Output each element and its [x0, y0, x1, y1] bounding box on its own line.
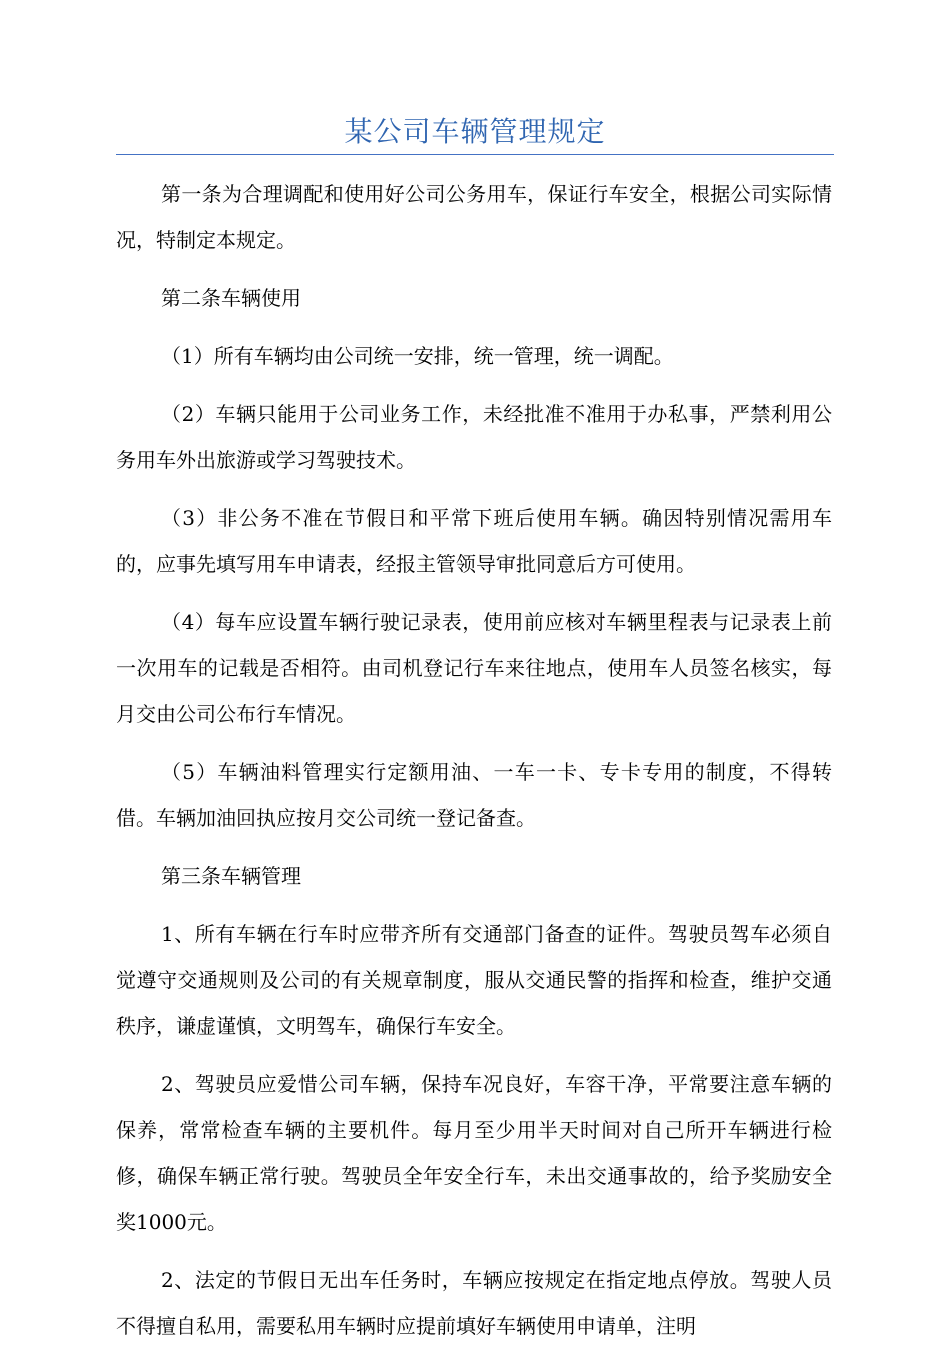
- document-title: 某公司车辆管理规定: [344, 115, 606, 148]
- paragraph-article-1: 第一条为合理调配和使用好公司公务用车，保证行车安全，根据公司实际情况，特制定本规定。: [116, 182, 832, 252]
- paragraph-rule-1: 1、所有车辆在行车时应带齐所有交通部门备查的证件。驾驶员驾车必须自觉遵守交通规则及公司的有关规章制度，服从交通民警的指挥和检查，维护交通秩序，谦虚谨慎，文明驾车，确保行车安全。: [116, 922, 832, 1038]
- paragraph-rule-2: 2、驾驶员应爱惜公司车辆，保持车况良好，车容干净，平常要注意车辆的保养，常常检查车辆的主要机件。每月至少用半天时间对自己所开车辆进行检修，确保车辆正常行驶。驾驶员全年安全行车，未出交通事故的，给予奖励安全奖1000元。: [116, 1072, 832, 1234]
- paragraph-item-1: （1）所有车辆均由公司统一安排，统一管理，统一调配。: [161, 344, 674, 368]
- heading-article-2: 第二条车辆使用: [161, 286, 301, 310]
- paragraph-item-5: （5）车辆油料管理实行定额用油、一车一卡、专卡专用的制度，不得转借。车辆加油回执应按月交公司统一登记备查。: [116, 760, 832, 830]
- title-underline: [116, 154, 834, 155]
- heading-article-3: 第三条车辆管理: [161, 864, 301, 888]
- paragraph-rule-3: 2、法定的节假日无出车任务时，车辆应按规定在指定地点停放。驾驶人员不得擅自私用，需要私用车辆时应提前填好车辆使用申请单，注明: [116, 1268, 832, 1338]
- paragraph-item-4: （4）每车应设置车辆行驶记录表，使用前应核对车辆里程表与记录表上前一次用车的记载是否相符。由司机登记行车来往地点，使用车人员签名核实，每月交由公司公布行车情况。: [116, 610, 832, 726]
- document-body: [116, 171, 832, 1361]
- paragraph-item-3: （3）非公务不准在节假日和平常下班后使用车辆。确因特别情况需用车的，应事先填写用车申请表，经报主管领导审批同意后方可使用。: [116, 506, 832, 576]
- paragraph-item-2: （2）车辆只能用于公司业务工作，未经批准不准用于办私事，严禁利用公务用车外出旅游或学习驾驶技术。: [116, 402, 832, 472]
